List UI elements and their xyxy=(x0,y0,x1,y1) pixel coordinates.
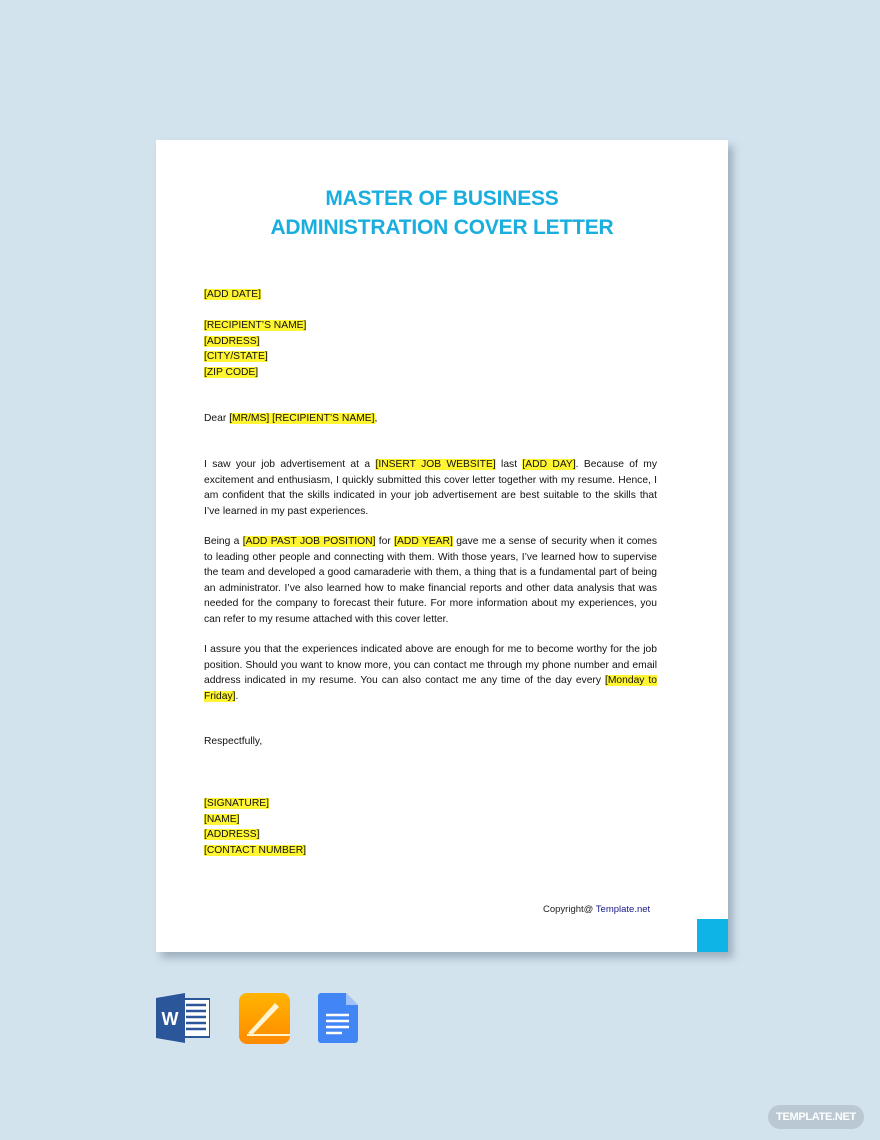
pages-icon[interactable] xyxy=(239,993,290,1044)
copyright-prefix: Copyright@ xyxy=(543,904,596,915)
text-segment: . xyxy=(235,690,239,702)
recipient-address: [ADDRESS] xyxy=(204,335,260,347)
placeholder-highlight: [ADD YEAR] xyxy=(394,536,453,547)
contact-placeholder: [CONTACT NUMBER] xyxy=(204,844,307,856)
recipient-city: [CITY/STATE] xyxy=(204,351,268,362)
word-letter: W xyxy=(161,1009,179,1029)
title-line: MASTER OF BUSINESS xyxy=(325,187,559,210)
copyright-link[interactable]: Template.net xyxy=(595,904,651,915)
text-segment: Being a xyxy=(204,536,243,547)
recipient-name: [RECIPIENT’S NAME] xyxy=(204,320,307,331)
text-segment: Dear xyxy=(204,413,230,424)
title-line: ADMINISTRATION COVER LETTER xyxy=(270,216,614,239)
document-title xyxy=(156,184,728,242)
paragraph-1 xyxy=(204,457,657,519)
placeholder-highlight: [ADD PAST JOB POSITION] xyxy=(242,536,376,547)
closing: Respectfully, xyxy=(204,736,263,747)
template-net-badge[interactable]: TEMPLATE.NET xyxy=(768,1105,864,1129)
date-placeholder: [ADD DATE] xyxy=(204,289,262,300)
google-docs-icon[interactable] xyxy=(318,993,358,1043)
placeholder-highlight: [INSERT JOB WEBSITE] xyxy=(375,459,496,470)
recipient-block xyxy=(204,318,657,380)
signature-block xyxy=(204,796,657,858)
signature-placeholder: [SIGNATURE] xyxy=(204,798,270,809)
corner-accent xyxy=(697,919,728,952)
paragraph-2 xyxy=(204,534,657,627)
placeholder-highlight: [Monday to Friday] xyxy=(204,675,657,702)
text-segment: gave me a sense of security when it comes to leading other people and connecting with them. With those years, I’ve learned how to supervise the team and developed a good camaraderie with them, a thing that is a fundamental part of being an administrator. I’ve also learned how to make financial reports and other data analysis that was needed for the company to forecast their future. For more information about my experiences, you can refer to my resume attached with this cover letter. xyxy=(204,536,657,625)
name-placeholder: [NAME] xyxy=(204,813,240,825)
recipient-zip: [ZIP CODE] xyxy=(204,366,259,378)
address-placeholder: [ADDRESS] xyxy=(204,829,260,840)
salutation xyxy=(204,411,657,427)
copyright xyxy=(543,904,650,915)
cover-letter-page xyxy=(156,140,728,952)
text-segment: last xyxy=(495,459,523,470)
text-segment: I saw your job advertisement at a xyxy=(204,459,376,470)
word-icon[interactable] xyxy=(156,993,210,1043)
text-segment: I assure you that the experiences indicated above are enough for me to become worthy for the job position. Should you want to know more, you can contact me through my phone number and email address indicated in my resume. You can also contact me any time of the day every xyxy=(204,644,657,686)
paragraph-3 xyxy=(204,642,657,704)
text-segment: . Because of my excitement and enthusiasm, I quickly submitted this cover letter together with my resume. Hence, I am confident that the skills indicated in your job advertisement are best suitable to the skills that I’ve learned in my past experiences. xyxy=(204,459,657,517)
date-block xyxy=(204,287,657,303)
placeholder-highlight: [MR/MS] [RECIPIENT’S NAME] xyxy=(229,413,375,424)
text-segment: , xyxy=(374,413,378,424)
placeholder-highlight: [ADD DAY] xyxy=(522,459,576,470)
text-segment: for xyxy=(375,536,395,547)
